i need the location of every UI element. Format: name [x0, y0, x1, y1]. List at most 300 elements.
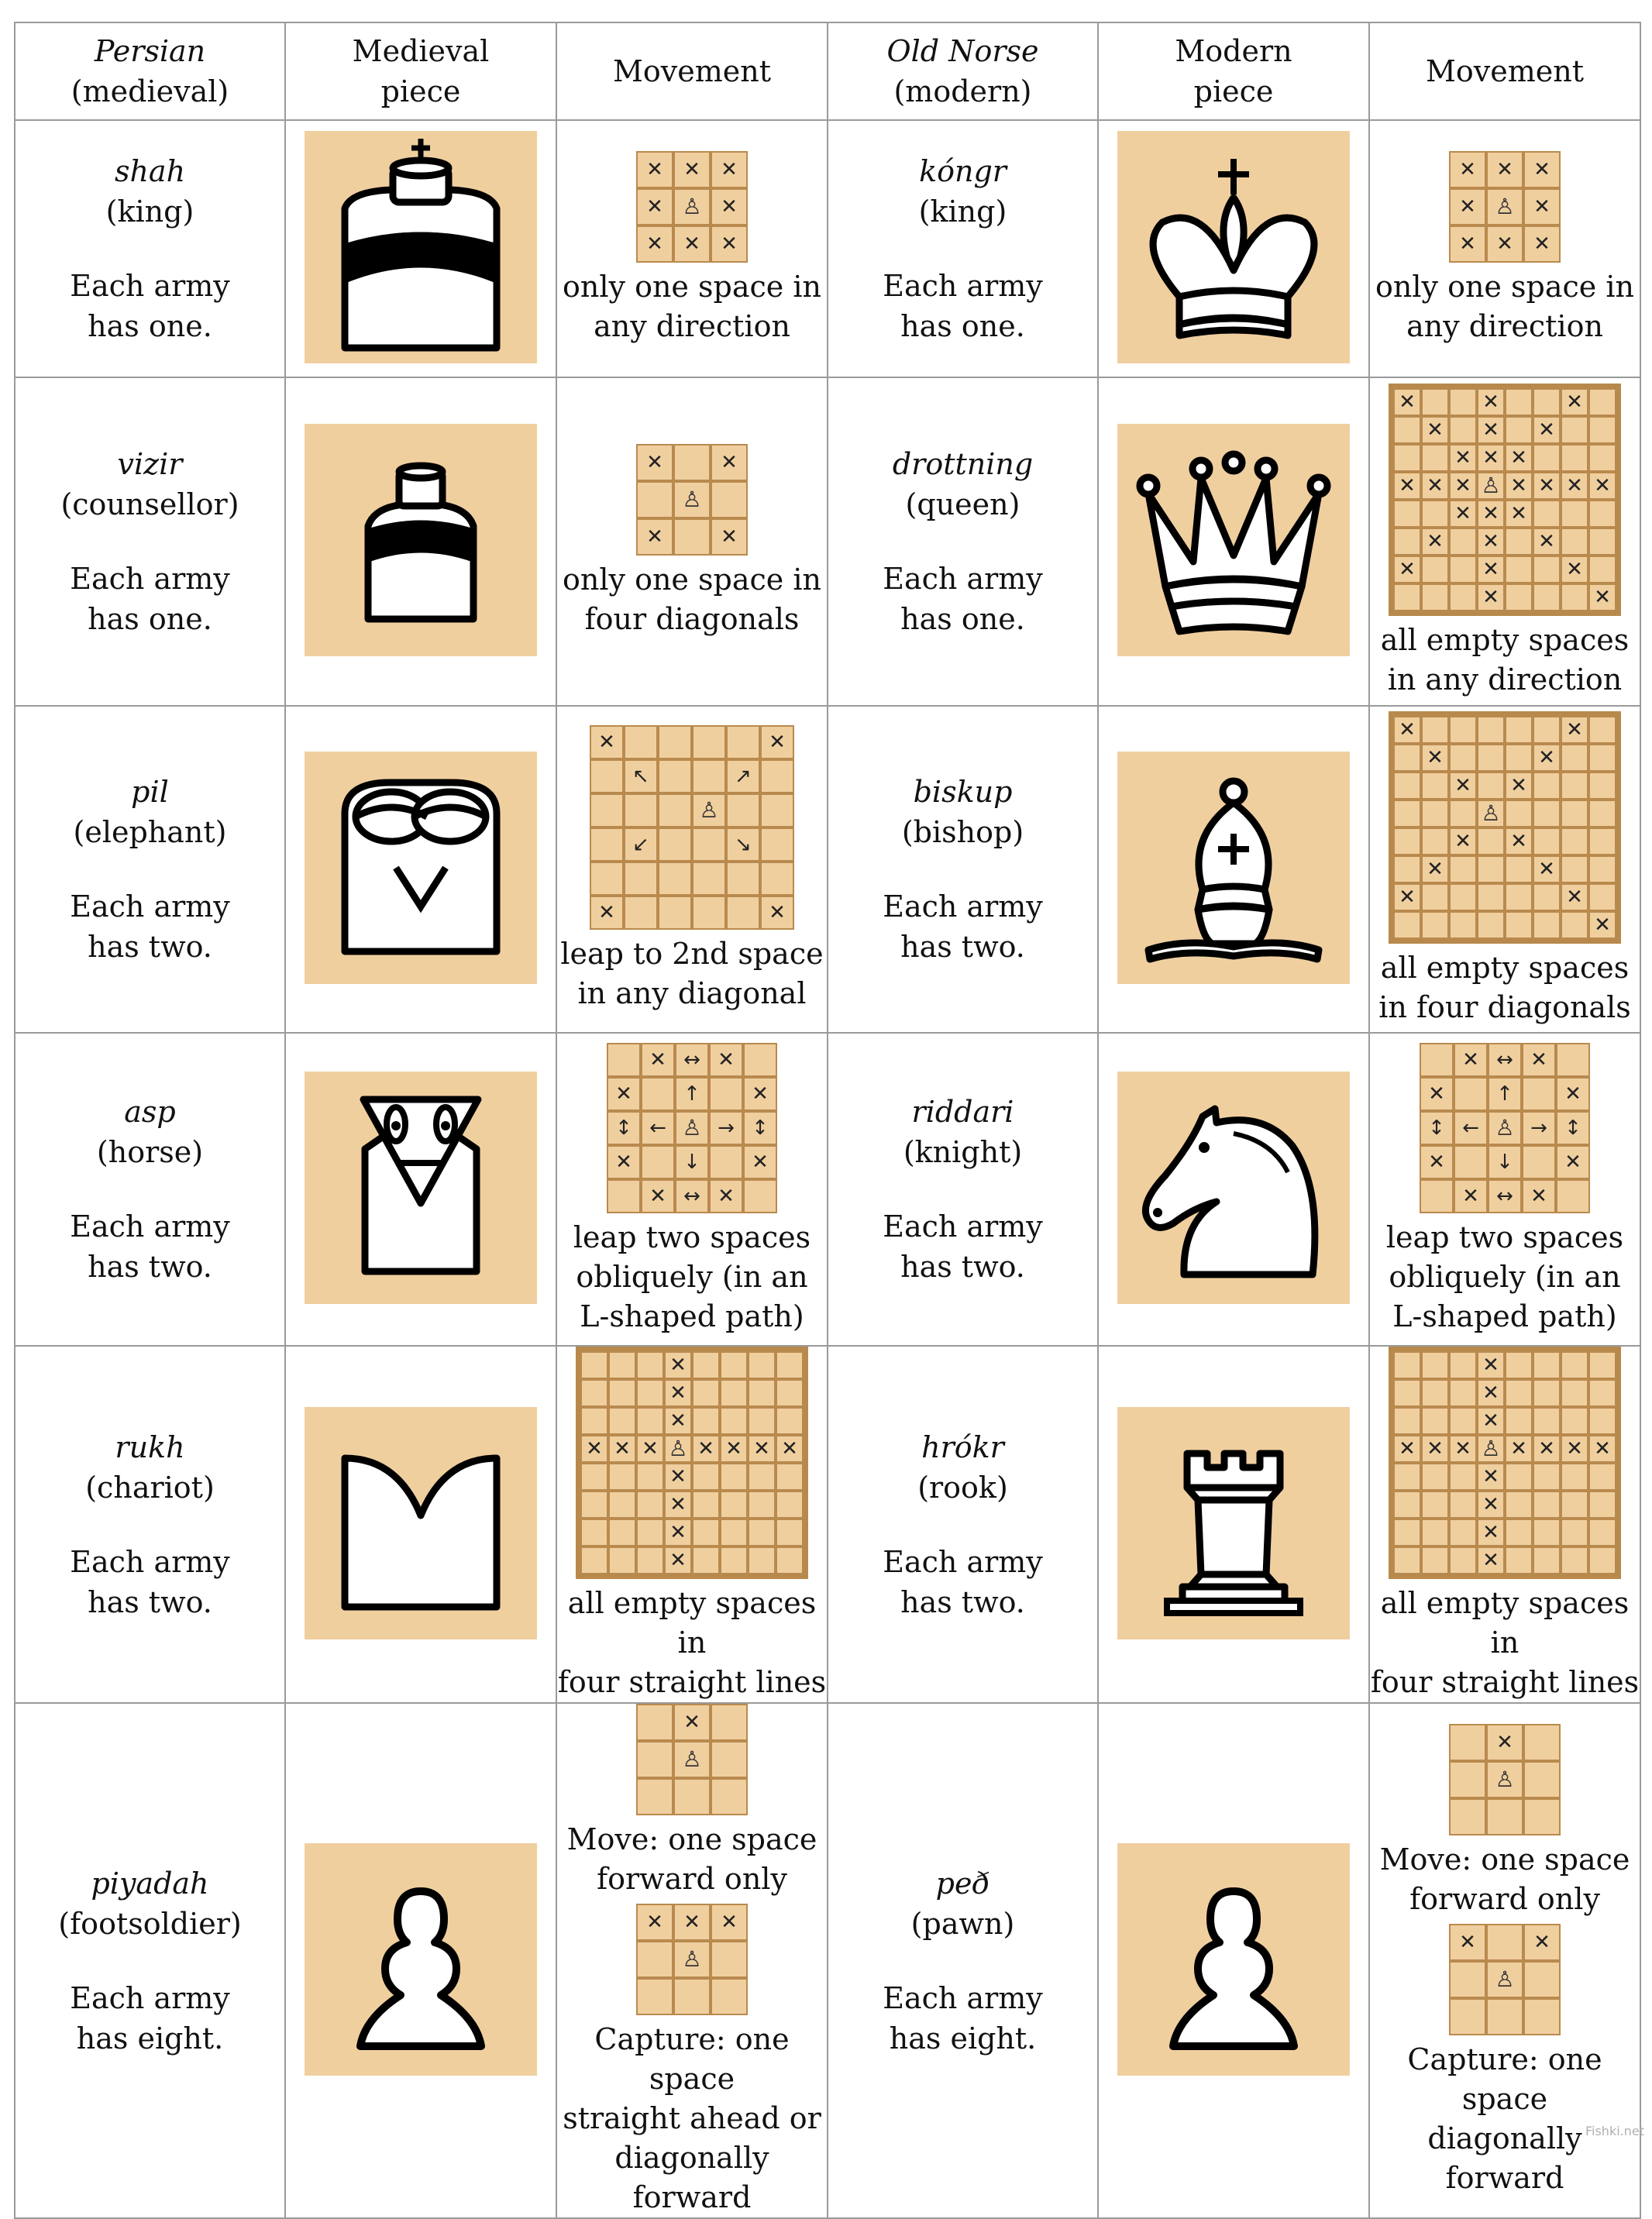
grid-cell [1505, 1519, 1533, 1546]
grid-cell [1505, 911, 1533, 939]
grid-cell [776, 1351, 804, 1379]
grid-cross-mark: ✕ [580, 1435, 608, 1463]
grid-cell [1449, 1798, 1486, 1835]
grid-cell [748, 1491, 776, 1519]
grid-cell [658, 759, 692, 793]
grid-cross-mark: ✕ [1523, 1924, 1561, 1961]
medieval-move-cell [556, 1346, 828, 1703]
grid-cross-mark: ✕ [1505, 772, 1533, 800]
medieval-piece-cell [285, 377, 556, 706]
norse-name: riddari [911, 1095, 1014, 1129]
grid-cell [1533, 1407, 1561, 1435]
grid-cell [692, 1407, 720, 1435]
modern-move-grid [1389, 1347, 1621, 1579]
grid-cross-mark: ✕ [664, 1491, 692, 1519]
grid-cell [1533, 883, 1561, 911]
grid-cell [658, 793, 692, 827]
grid-cell [1588, 1351, 1616, 1379]
grid-cell [1449, 716, 1477, 744]
persian-cell [15, 377, 285, 706]
piece-marker-icon: ♙ [682, 1114, 702, 1140]
grid-cell [1393, 911, 1421, 939]
desc-line: forward only [1409, 1881, 1600, 1916]
grid-cross-mark: ✕ [636, 188, 673, 225]
grid-cell [1588, 1546, 1616, 1574]
header-norse-sub: (modern) [893, 74, 1032, 108]
desc-line: all empty spaces [1380, 623, 1630, 657]
grid-cell [692, 896, 726, 930]
grid-cell [748, 1519, 776, 1546]
watermark: Fishki.net [1585, 2124, 1644, 2138]
desc-line: L-shaped path) [1392, 1299, 1617, 1333]
grid-cell [1421, 388, 1449, 416]
grid-cross-mark: ✕ [711, 188, 748, 225]
grid-cell [1449, 388, 1477, 416]
grid-cell [1561, 1463, 1588, 1491]
grid-cell [1477, 855, 1505, 883]
desc-line: straight ahead or [563, 2101, 821, 2135]
grid-cross-mark: ✕ [1533, 744, 1561, 772]
grid-cell [1449, 1724, 1486, 1761]
grid-cross-mark: ✕ [1421, 855, 1449, 883]
grid-cell [580, 1491, 608, 1519]
norse-count: Each army [883, 269, 1043, 303]
grid-cross-mark: ✕ [636, 1435, 664, 1463]
norse-name: biskup [913, 775, 1013, 809]
grid-cross-mark: ✕ [1477, 416, 1505, 444]
grid-arrow-mark: ↕ [1420, 1111, 1454, 1145]
grid-cross-mark: ✕ [1420, 1077, 1454, 1111]
header-modern-piece [1098, 22, 1369, 120]
grid-cross-mark: ✕ [664, 1546, 692, 1574]
grid-cell [1420, 1043, 1454, 1077]
grid-cell [1533, 1519, 1561, 1546]
grid-cell [1561, 800, 1588, 827]
grid-cell [776, 1546, 804, 1574]
medieval-move-cell [556, 1703, 828, 2218]
grid-cell [1588, 1463, 1616, 1491]
grid-cell [1588, 1407, 1616, 1435]
row-rook [15, 1346, 1640, 1703]
grid-cross-mark: ✕ [1421, 416, 1449, 444]
grid-cell [1393, 500, 1421, 528]
medieval-move-grid [636, 151, 748, 263]
grid-cross-mark: ✕ [1477, 1519, 1505, 1546]
grid-cross-mark: ✕ [636, 444, 673, 481]
grid-piece-marker [673, 1941, 711, 1978]
piece-marker-icon: ♙ [668, 1436, 688, 1461]
grid-cell [1523, 1798, 1561, 1835]
medieval-move-cell [556, 120, 828, 377]
medieval-move-grid [607, 1043, 777, 1213]
grid-cell [636, 1778, 673, 1815]
grid-cell [1588, 1491, 1616, 1519]
grid-cross-mark: ✕ [641, 1043, 675, 1077]
piece-marker-icon: ♙ [1495, 1966, 1515, 1992]
grid-cell [711, 1778, 748, 1815]
modern-move-desc [1370, 621, 1640, 700]
desc-line: Move: one space [566, 1822, 817, 1856]
grid-cross-mark: ✕ [1477, 1491, 1505, 1519]
grid-cross-mark: ✕ [1561, 883, 1588, 911]
grid-cell [776, 1463, 804, 1491]
grid-piece-marker [692, 793, 726, 827]
grid-cell [1522, 1145, 1556, 1179]
grid-cell [1421, 500, 1449, 528]
header-movement-2 [1369, 22, 1640, 120]
modern-move-desc [1370, 948, 1640, 1027]
grid-cell [720, 1463, 748, 1491]
grid-cell [748, 1351, 776, 1379]
persian-name: pil [131, 775, 169, 809]
grid-cross-mark: ✕ [590, 725, 624, 759]
medieval-capture-desc [557, 2020, 827, 2217]
grid-cross-mark: ✕ [709, 1043, 743, 1077]
grid-arrow-mark: ↔ [1488, 1179, 1522, 1213]
grid-cell [1505, 528, 1533, 556]
grid-cross-mark: ✕ [748, 1435, 776, 1463]
grid-cross-mark: ✕ [636, 1904, 673, 1941]
norse-count-2: has one. [900, 602, 1025, 636]
persian-gloss: (counsellor) [60, 487, 239, 521]
grid-cell [726, 862, 760, 896]
persian-count: Each army [70, 1544, 230, 1579]
grid-cross-mark: ✕ [760, 896, 794, 930]
norse-count: Each army [883, 562, 1043, 596]
grid-cell [776, 1491, 804, 1519]
grid-cell [1421, 1407, 1449, 1435]
header-norse [828, 22, 1098, 120]
grid-cell [1561, 1546, 1588, 1574]
grid-cell [1421, 883, 1449, 911]
grid-cell [1561, 744, 1588, 772]
header-medieval-title: Medieval [352, 34, 490, 68]
grid-piece-marker [1486, 188, 1523, 225]
grid-arrow-mark: ↔ [675, 1179, 709, 1213]
grid-piece-marker [1488, 1111, 1522, 1145]
persian-name: rukh [115, 1429, 185, 1464]
grid-cell [608, 1351, 636, 1379]
grid-cell [1449, 556, 1477, 583]
grid-cell [1421, 1351, 1449, 1379]
grid-cell [1421, 827, 1449, 855]
grid-arrow-mark: ↗ [726, 759, 760, 793]
grid-cell [1588, 556, 1616, 583]
header-medieval-piece [285, 22, 556, 120]
norse-gloss: (bishop) [901, 815, 1024, 849]
norse-count: Each army [883, 1209, 1043, 1244]
grid-cross-mark: ✕ [1477, 583, 1505, 611]
grid-arrow-mark: ↓ [1488, 1145, 1522, 1179]
header-movement-1 [556, 22, 828, 120]
piece-marker-icon: ♙ [1495, 1766, 1515, 1792]
modern-move-cell [1369, 120, 1640, 377]
grid-piece-marker [1486, 1961, 1523, 1998]
grid-cell [624, 725, 658, 759]
grid-cell [1505, 1407, 1533, 1435]
king-icon [1117, 131, 1350, 363]
medieval-move-grid [576, 1347, 808, 1579]
grid-cross-mark: ✕ [1477, 1379, 1505, 1407]
grid-cell [607, 1179, 641, 1213]
modern-move-cell [1369, 1703, 1640, 2218]
grid-cell [1505, 556, 1533, 583]
grid-cell [1477, 911, 1505, 939]
grid-cell [1449, 1961, 1486, 1998]
grid-cross-mark: ✕ [1533, 472, 1561, 500]
norse-cell [828, 1346, 1098, 1703]
row-knight [15, 1033, 1640, 1346]
grid-cell [636, 1519, 664, 1546]
persian-count: Each army [70, 562, 230, 596]
grid-cell [636, 1546, 664, 1574]
grid-cross-mark: ✕ [1393, 388, 1421, 416]
grid-cell [658, 896, 692, 930]
grid-cell [743, 1043, 777, 1077]
modern-move-grid [1449, 1724, 1561, 1835]
grid-arrow-mark: ↑ [1488, 1077, 1522, 1111]
grid-cell [692, 827, 726, 862]
grid-cell [590, 793, 624, 827]
medieval-pawn-icon [305, 1843, 537, 2076]
grid-cross-mark: ✕ [1477, 556, 1505, 583]
desc-line: four diagonals [584, 602, 800, 636]
grid-cell [1449, 744, 1477, 772]
modern-piece-cell [1098, 1346, 1369, 1703]
norse-count: Each army [883, 1544, 1043, 1579]
desc-line: forward only [597, 1862, 787, 1896]
grid-cross-mark: ✕ [607, 1145, 641, 1179]
grid-arrow-mark: ← [641, 1111, 675, 1145]
header-norse-title: Old Norse [886, 34, 1039, 68]
grid-arrow-mark: ↕ [607, 1111, 641, 1145]
rook-icon [1117, 1407, 1350, 1639]
grid-cross-mark: ✕ [1477, 1407, 1505, 1435]
persian-gloss: (elephant) [73, 815, 227, 849]
grid-cross-mark: ✕ [664, 1379, 692, 1407]
grid-arrow-mark: ↕ [1556, 1111, 1590, 1145]
desc-line: any direction [594, 309, 790, 343]
modern-move-grid [1420, 1043, 1590, 1213]
grid-cross-mark: ✕ [1449, 827, 1477, 855]
grid-cross-mark: ✕ [1561, 388, 1588, 416]
persian-cell [15, 1033, 285, 1346]
medieval-pil-icon [305, 752, 537, 984]
grid-cross-mark: ✕ [1588, 911, 1616, 939]
grid-cell [1449, 1546, 1477, 1574]
grid-cell [673, 444, 711, 481]
modern-move-desc [1370, 1218, 1640, 1337]
grid-cross-mark: ✕ [1449, 772, 1477, 800]
grid-cell [636, 1491, 664, 1519]
queen-icon [1117, 424, 1350, 656]
modern-move-grid [1449, 151, 1561, 263]
grid-cross-mark: ✕ [664, 1351, 692, 1379]
grid-cell [1421, 772, 1449, 800]
grid-cell [776, 1379, 804, 1407]
grid-cell [1393, 528, 1421, 556]
grid-cell [1505, 1379, 1533, 1407]
grid-cell [1533, 1491, 1561, 1519]
piece-marker-icon: ♙ [682, 1946, 702, 1972]
pawn-icon [1117, 1843, 1350, 2076]
grid-arrow-mark: ↙ [624, 827, 658, 862]
persian-count-2: has two. [88, 1584, 212, 1619]
piece-marker-icon: ♙ [699, 797, 719, 823]
grid-cell [1449, 528, 1477, 556]
grid-cell [1588, 883, 1616, 911]
grid-cell [1393, 1546, 1421, 1574]
grid-cell [636, 1978, 673, 2015]
grid-cell [1393, 1491, 1421, 1519]
grid-cell [692, 759, 726, 793]
grid-cross-mark: ✕ [1522, 1179, 1556, 1213]
grid-cross-mark: ✕ [1588, 1435, 1616, 1463]
medieval-vizir-icon [305, 424, 537, 656]
grid-cell [1449, 855, 1477, 883]
grid-cell [720, 1351, 748, 1379]
grid-cell [1588, 744, 1616, 772]
grid-cell [1561, 1351, 1588, 1379]
desc-line: in four diagonals [1378, 990, 1631, 1024]
grid-cell [692, 1463, 720, 1491]
grid-cell [590, 862, 624, 896]
medieval-move-desc [557, 560, 827, 639]
grid-cell [692, 1379, 720, 1407]
norse-gloss: (knight) [903, 1135, 1023, 1169]
grid-cell [1393, 583, 1421, 611]
grid-cell [726, 896, 760, 930]
grid-cell [748, 1407, 776, 1435]
grid-cell [1505, 1546, 1533, 1574]
norse-count-2: has eight. [889, 2021, 1037, 2056]
medieval-move-grid [636, 1704, 748, 1815]
grid-cell [1533, 716, 1561, 744]
grid-cross-mark: ✕ [1561, 472, 1588, 500]
grid-cross-mark: ✕ [743, 1077, 777, 1111]
grid-cell [1588, 800, 1616, 827]
grid-cross-mark: ✕ [1486, 225, 1523, 263]
grid-cross-mark: ✕ [1421, 744, 1449, 772]
desc-line: leap to 2nd space [560, 937, 824, 971]
grid-cell [1421, 716, 1449, 744]
grid-piece-marker [664, 1435, 692, 1463]
grid-cell [608, 1519, 636, 1546]
grid-cell [624, 862, 658, 896]
grid-cell [1421, 1519, 1449, 1546]
grid-cell [1523, 1961, 1561, 1998]
persian-count-2: has two. [88, 1250, 212, 1284]
grid-cell [1533, 1463, 1561, 1491]
medieval-move-desc [557, 267, 827, 346]
piece-marker-icon: ♙ [1481, 800, 1501, 826]
grid-cross-mark: ✕ [1477, 388, 1505, 416]
desc-line: leap two spaces [573, 1220, 811, 1254]
piece-marker-icon: ♙ [682, 1746, 702, 1772]
norse-count: Each army [883, 1980, 1043, 2015]
grid-cell [711, 481, 748, 518]
desc-line: Capture: one space [594, 2022, 790, 2096]
grid-cell [720, 1491, 748, 1519]
piece-marker-icon: ♙ [682, 487, 702, 512]
grid-cell [608, 1463, 636, 1491]
persian-name: vizir [117, 447, 183, 481]
row-bishop [15, 706, 1640, 1033]
grid-cross-mark: ✕ [673, 225, 711, 263]
grid-cell [1588, 416, 1616, 444]
grid-cell [1393, 1519, 1421, 1546]
grid-cross-mark: ✕ [1421, 1435, 1449, 1463]
grid-cross-mark: ✕ [1420, 1145, 1454, 1179]
header-row [15, 22, 1640, 120]
grid-cell [580, 1379, 608, 1407]
grid-cell [1588, 388, 1616, 416]
medieval-capture-grid [636, 1904, 748, 2015]
persian-cell [15, 120, 285, 377]
persian-count-2: has eight. [76, 2021, 224, 2056]
grid-cell [1588, 528, 1616, 556]
grid-cell [1393, 772, 1421, 800]
persian-name: asp [124, 1095, 176, 1129]
grid-cell [580, 1351, 608, 1379]
persian-count: Each army [70, 1980, 230, 2015]
grid-cell [1477, 744, 1505, 772]
grid-cell [1393, 1407, 1421, 1435]
grid-cell [692, 1351, 720, 1379]
grid-cell [658, 862, 692, 896]
grid-cell [624, 793, 658, 827]
grid-cell [1449, 583, 1477, 611]
grid-cross-mark: ✕ [636, 225, 673, 263]
modern-capture-grid [1449, 1924, 1561, 2035]
grid-cell [1533, 583, 1561, 611]
piece-marker-icon: ♙ [1481, 473, 1501, 498]
grid-cell [726, 725, 760, 759]
modern-move-grid [1389, 711, 1621, 944]
persian-count-2: has one. [88, 309, 212, 343]
grid-cross-mark: ✕ [1556, 1145, 1590, 1179]
grid-cell [636, 1941, 673, 1978]
persian-count: Each army [70, 269, 230, 303]
grid-cross-mark: ✕ [1533, 1435, 1561, 1463]
desc-line: diagonally forward [614, 2141, 769, 2214]
grid-cell [636, 1741, 673, 1778]
medieval-piece-cell [285, 1033, 556, 1346]
grid-cell [1449, 416, 1477, 444]
grid-cell [624, 896, 658, 930]
grid-cell [1393, 444, 1421, 472]
grid-cell [1533, 911, 1561, 939]
grid-cell [1561, 1491, 1588, 1519]
grid-cell [720, 1379, 748, 1407]
grid-cell [709, 1077, 743, 1111]
grid-cross-mark: ✕ [1556, 1077, 1590, 1111]
grid-cross-mark: ✕ [1477, 500, 1505, 528]
grid-cross-mark: ✕ [1393, 556, 1421, 583]
persian-name: piyadah [91, 1866, 209, 1901]
grid-cell [692, 862, 726, 896]
modern-piece-cell [1098, 1703, 1369, 2218]
medieval-move-desc [557, 1584, 827, 1702]
grid-cross-mark: ✕ [1505, 1435, 1533, 1463]
medieval-asp-icon [305, 1072, 537, 1304]
grid-cross-mark: ✕ [607, 1077, 641, 1111]
grid-cell [1505, 1491, 1533, 1519]
header-modern-title: Modern [1175, 34, 1292, 68]
grid-cross-mark: ✕ [1449, 444, 1477, 472]
grid-cell [1505, 800, 1533, 827]
grid-cell [1393, 1463, 1421, 1491]
